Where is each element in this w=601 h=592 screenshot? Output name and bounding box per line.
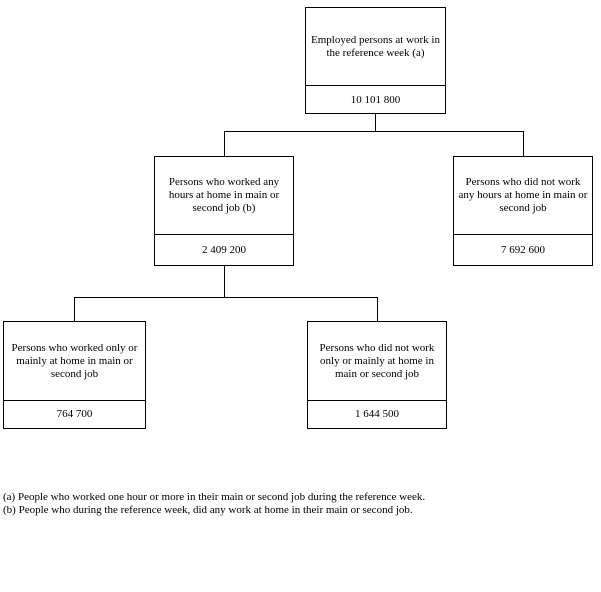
- node-worked-at-home-label: Persons who worked any hours at home in main or second job (b): [168, 176, 280, 214]
- node-root-value: 10 101 800: [306, 85, 445, 113]
- connector-worked-at-home-stem: [224, 266, 225, 297]
- node-not-worked-at-home-label: Persons who did not work any hours at home in main or second job: [458, 176, 588, 214]
- connector-level2-right-drop: [523, 131, 524, 156]
- connector-level2-left-drop: [224, 131, 225, 156]
- node-root-label: Employed persons at work in the reference week (a): [311, 33, 440, 59]
- node-root: [305, 7, 446, 114]
- node-worked-only-mainly-home-label: Persons who worked only or mainly at home in main or second job: [11, 341, 138, 380]
- connector-level3-left-drop: [74, 297, 75, 321]
- node-worked-at-home-value: 2 409 200: [155, 234, 293, 265]
- footnote-b: (b) People who during the reference week, did any work at home in their main or second job.: [3, 504, 413, 516]
- footnotes: [3, 491, 425, 517]
- node-worked-only-mainly-home-value: 764 700: [4, 400, 145, 427]
- node-not-only-mainly-home-value: 1 644 500: [308, 400, 446, 427]
- node-not-worked-at-home: [453, 156, 593, 266]
- node-not-only-mainly-home: [307, 321, 447, 429]
- connector-level3-right-drop: [377, 297, 378, 321]
- connector-level2-horizontal: [224, 131, 524, 132]
- node-worked-only-mainly-home: [3, 321, 146, 429]
- node-not-worked-at-home-value: 7 692 600: [454, 234, 592, 265]
- footnote-a: (a) People who worked one hour or more in their main or second job during the reference week.: [3, 491, 426, 503]
- connector-level3-horizontal: [74, 297, 378, 298]
- node-not-only-mainly-home-label: Persons who did not work only or mainly at home in main or second job: [319, 341, 435, 380]
- node-worked-at-home: [154, 156, 294, 266]
- connector-root-stem: [375, 114, 376, 132]
